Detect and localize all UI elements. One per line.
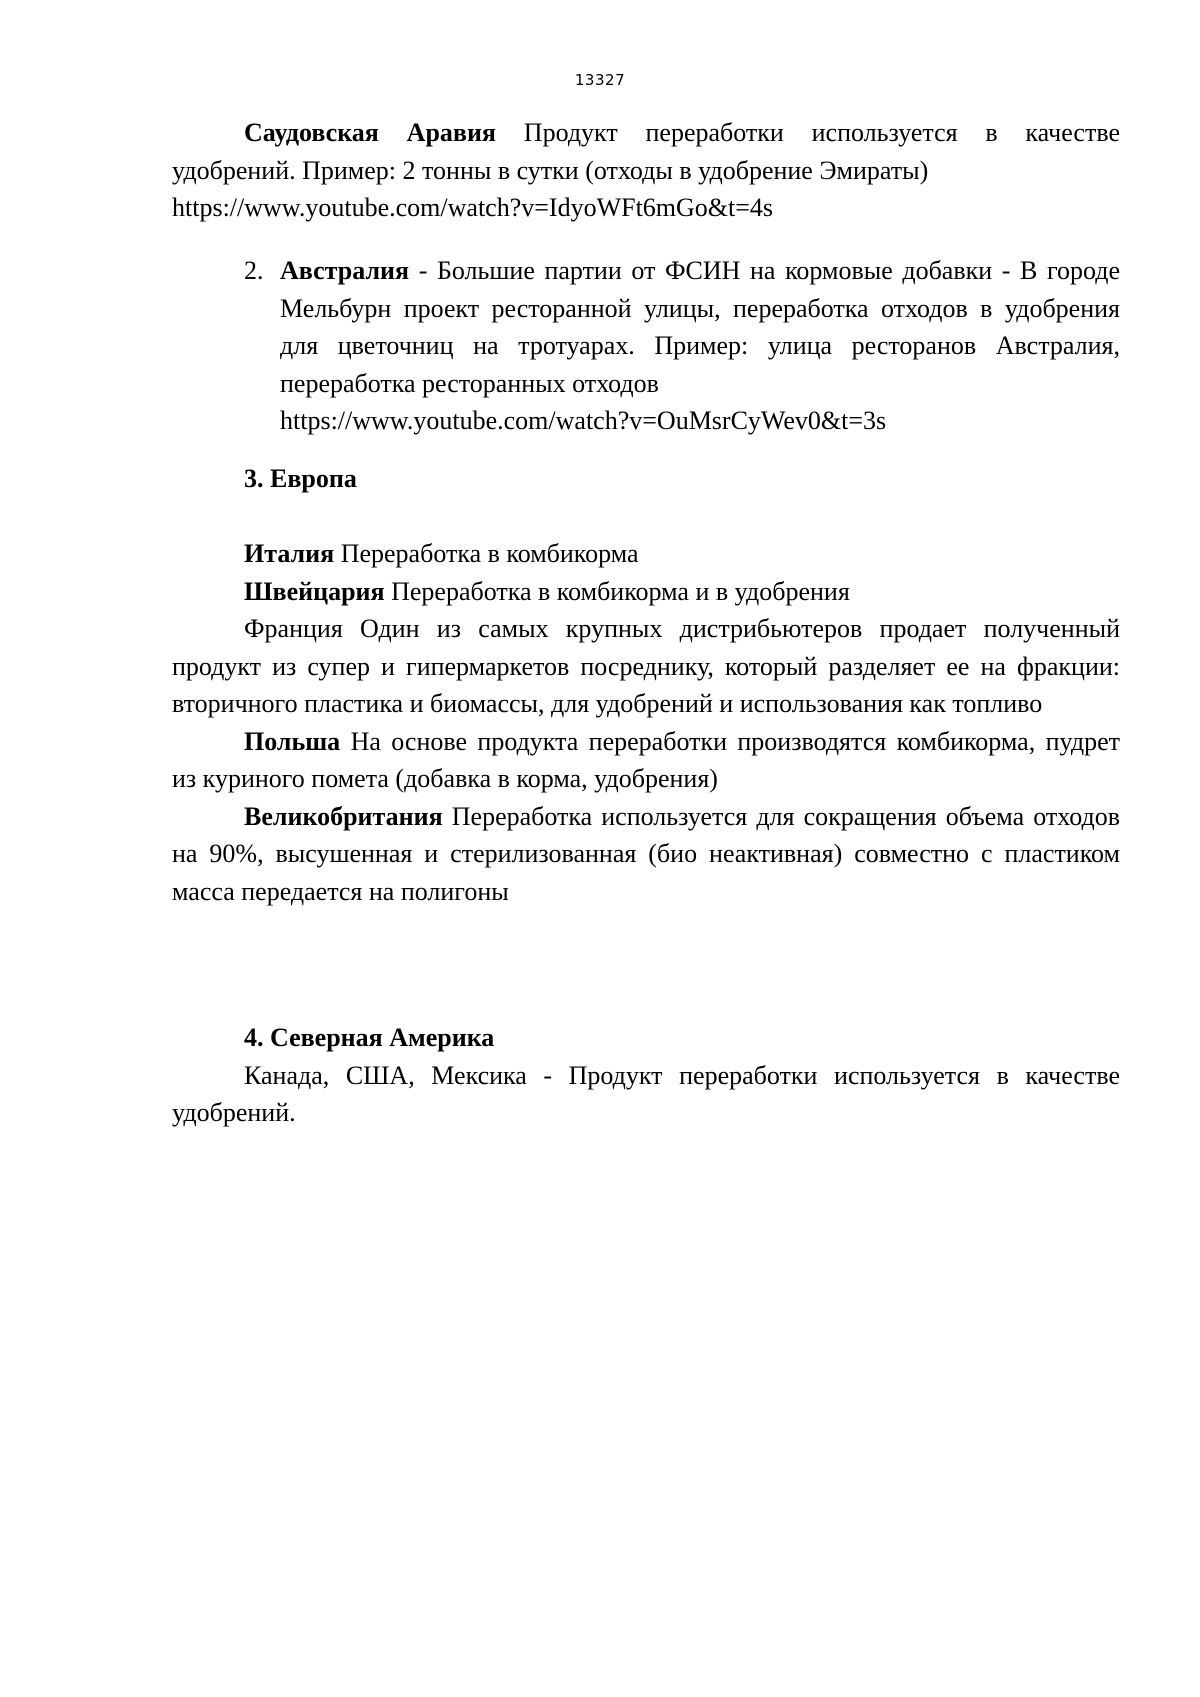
- country-name: Швейцария: [244, 576, 385, 606]
- paragraph-poland: [172, 723, 1120, 798]
- section-saudi-arabia: [172, 114, 1120, 227]
- video-link[interactable]: https://www.youtube.com/watch?v=OuMsrCyWev0&t=3s: [280, 406, 887, 435]
- paragraph-text: - Большие партии от ФСИН на кормовые добавки - В городе Мельбурн проект ресторанной улицы, переработка отходов в удобрения для цветочниц на тротуарах. Пример: улица ресторанов Австралия, переработка ресторанных отходов: [280, 256, 1121, 398]
- country-name: Австралия: [280, 256, 410, 285]
- country-name: Италия: [244, 539, 335, 568]
- list-item-text: [280, 252, 1120, 402]
- section-heading-europe: 3. Европа: [244, 464, 357, 493]
- paragraph-uk: [172, 798, 1120, 911]
- paragraph-text: Продукт переработки используется в качестве удобрений. Пример: 2 тонны в сутки (отходы в удобрение Эмираты): [172, 118, 1121, 185]
- link-paragraph: [172, 189, 1120, 227]
- paragraph-text: На основе продукта переработки производятся комбикорма, пудрет из куриного помета (добавка в корма, удобрения): [172, 726, 1121, 793]
- paragraph-text: Переработка в комбикорма: [340, 539, 639, 568]
- country-name: Великобритания: [244, 801, 443, 831]
- video-link[interactable]: https://www.youtube.com/watch?v=IdyoWFt6mGo&t=4s: [172, 193, 774, 222]
- section-europe: [172, 460, 1120, 910]
- paragraph-text: Франция Один из самых крупных дистрибьютеров продает полученный продукт из супер и гипермаркетов посреднику, который разделяет ее на фракции: вторичного пластика и биомассы, для удобрений и использования как топливо: [172, 614, 1120, 718]
- country-name: Польша: [244, 726, 341, 756]
- link-paragraph: [280, 402, 1120, 440]
- section-north-america: [172, 1019, 1120, 1132]
- paragraph-switzerland: [172, 573, 1120, 611]
- country-name: Саудовская Аравия: [244, 118, 496, 147]
- paragraph-italy: [172, 535, 1120, 573]
- list-item-australia: [172, 252, 1120, 440]
- page-number: 13327: [574, 71, 626, 89]
- paragraph-text: Переработка используется для сокращения объема отходов на 90%, высушенная и стерилизованная (био неактивная) совместно с пластиком масса передается на полигоны: [172, 801, 1120, 906]
- list-number: 2.: [244, 256, 264, 285]
- spacer: [172, 498, 1120, 536]
- paragraph-france: [172, 610, 1120, 723]
- paragraph-text: Переработка в комбикорма и в удобрения: [391, 576, 850, 606]
- paragraph-north-america: Канада, США, Мексика - Продукт переработки используется в качестве удобрений.: [172, 1060, 1120, 1127]
- section-heading-north-america: 4. Северная Америка: [244, 1023, 495, 1052]
- section-australia: [172, 252, 1120, 440]
- paragraph-saudi-arabia: [172, 114, 1120, 189]
